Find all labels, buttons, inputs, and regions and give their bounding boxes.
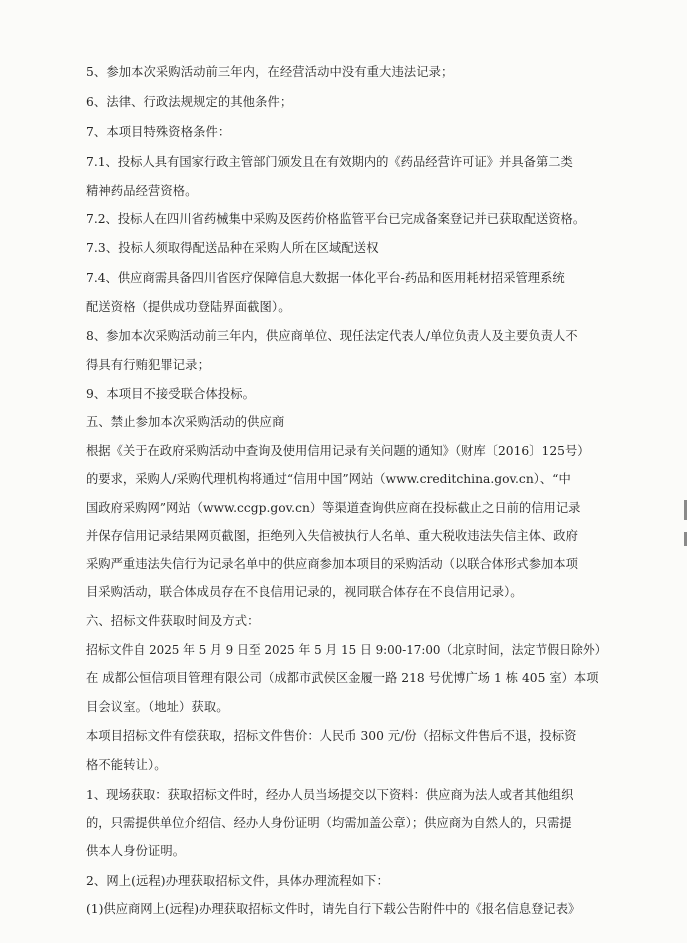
text-line: 7.4、供应商需具备四川省医疗保障信息大数据一体化平台-药品和医用耗材招采管理系统	[86, 271, 565, 285]
text-line: 9、本项目不接受联合体投标。	[86, 387, 256, 401]
text-line: 格不能转让）。	[86, 758, 167, 772]
text-line: 的，只需提供单位介绍信、经办人身份证明（均需加盖公章）；供应商为自然人的，只需提	[86, 816, 572, 830]
text-line: 并保存信用记录结果网页截图，拒绝列入失信被执行人名单、重大税收违法失信主体、政府	[86, 529, 578, 543]
text-line: 供本人身份证明。	[86, 844, 186, 858]
text-line: 在 成都公恒信项目管理有限公司（成都市武侯区金履一路 218 号优博广场 1 栋 405 室）本项	[86, 671, 599, 685]
text-line: 目会议室。（地址）获取。	[86, 700, 229, 714]
text-line: 8、参加本次采购活动前三年内，供应商单位、现任法定代表人/单位负责人及主要负责人不	[86, 329, 578, 343]
section-heading: 六、招标文件获取时间及方式：	[86, 614, 260, 628]
text-line: 本项目招标文件有偿获取，招标文件售价：人民币 300 元/份（招标文件售后不退，投标资	[86, 729, 577, 743]
text-line: 目采购活动，联合体成员存在不良信用记录的，视同联合体存在不良信用记录）。	[86, 585, 523, 599]
text-line: 根据《关于在政府采购活动中查询及使用信用记录有关问题的通知》（财库〔2016〕125号）	[86, 444, 590, 458]
text-line: 配送资格（提供成功登陆界面截图）。	[86, 300, 291, 314]
text-line: 精神药品经营资格。	[86, 184, 198, 198]
text-line: 7.2、投标人在四川省药械集中采购及医药价格监管平台已完成备案登记并已获取配送资格。	[86, 212, 586, 226]
text-line: 招标文件自 2025 年 5 月 9 日至 2025 年 5 月 15 日 9:00-17:00（北京时间，法定节假日除外）	[86, 643, 607, 657]
text-line: 6、法律、行政法规规定的其他条件；	[86, 95, 293, 109]
text-line: 2、网上(远程)办理获取招标文件，具体办理流程如下：	[86, 874, 389, 888]
text-line: 国政府采购网”网站（www.ccgp.gov.cn）等渠道查询供应商在投标截止之日前的信用记录	[86, 501, 581, 515]
text-line: 1、现场获取：获取招标文件时，经办人员当场提交以下资料：供应商为法人或者其他组织	[86, 788, 574, 802]
text-line: 得具有行贿犯罪记录；	[86, 358, 210, 372]
text-line: 7.1、投标人具有国家行政主管部门颁发且在有效期内的《药品经营许可证》并具备第二类	[86, 155, 573, 169]
text-line: (1)供应商网上(远程)办理获取招标文件时，请先自行下载公告附件中的《报名信息登记表》	[86, 902, 581, 916]
text-line: 5、参加本次采购活动前三年内，在经营活动中没有重大违法记录；	[86, 65, 454, 79]
text-line: 7.3、投标人须取得配送品种在采购人所在区域配送权	[86, 241, 379, 255]
section-heading: 五、禁止参加本次采购活动的供应商	[86, 415, 285, 429]
text-line: 7、本项目特殊资格条件：	[86, 125, 231, 139]
text-line: 采购严重违法失信行为记录名单中的供应商参加本项目的采购活动（以联合体形式参加本项	[86, 557, 578, 571]
text-line: 的要求，采购人/采购代理机构将通过“信用中国”网站（www.creditchina.gov.cn）、“中	[86, 472, 571, 486]
